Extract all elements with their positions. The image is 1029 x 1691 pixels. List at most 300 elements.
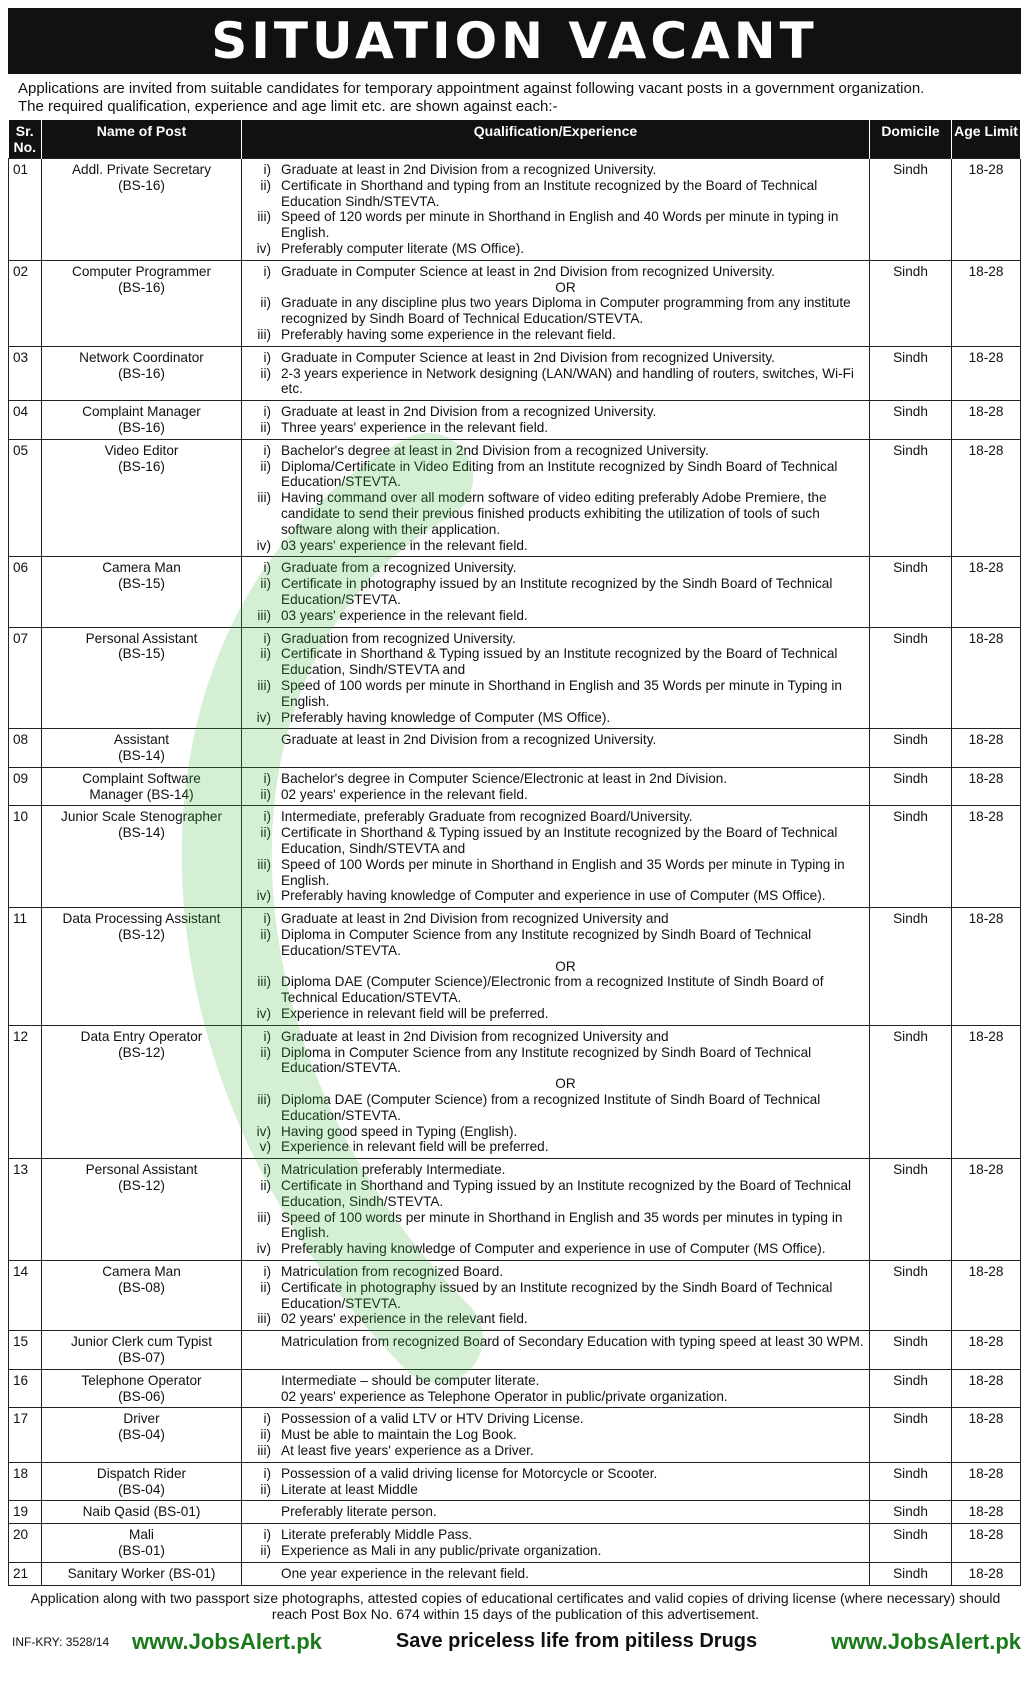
- serial-number: 18: [9, 1462, 42, 1501]
- post-name-line: (BS-16): [118, 458, 165, 474]
- item-text: 03 years' experience in the relevant field.: [281, 607, 528, 623]
- post-name-line: (BS-01): [118, 1542, 165, 1558]
- or-separator: OR: [555, 1076, 576, 1092]
- item-number: i): [263, 560, 271, 576]
- item-text: Preferably literate person.: [281, 1504, 437, 1520]
- serial-number: 16: [9, 1369, 42, 1408]
- serial-number: 15: [9, 1331, 42, 1370]
- item-number: i): [263, 1162, 271, 1178]
- item-number: ii): [260, 365, 271, 381]
- domicile: Sindh: [870, 806, 952, 908]
- item-number: i): [263, 630, 271, 646]
- qualification-item: [245, 459, 866, 491]
- age-limit: 18-28: [952, 767, 1021, 806]
- item-text: Matriculation from recognized Board.: [281, 1264, 504, 1279]
- age-limit: 18-28: [952, 908, 1021, 1026]
- age-limit: 18-28: [952, 1159, 1021, 1261]
- item-text: Diploma DAE (Computer Science) from a recognized Institute of Sindh Board of Technical Education/STEVTA.: [281, 1092, 821, 1123]
- post-name: [42, 439, 242, 557]
- item-text: Possession of a valid driving license for Motorcycle or Scooter.: [281, 1465, 658, 1481]
- item-text: Certificate in Shorthand and typing from an Institute recognized by the Board of Technical Education Sindh/STEVTA.: [281, 177, 818, 209]
- item-number: ii): [260, 825, 271, 841]
- post-name-line: Complaint Manager: [82, 404, 201, 420]
- item-number: i): [263, 162, 271, 177]
- qualification: [242, 1369, 870, 1408]
- qualification: [242, 1408, 870, 1462]
- table-row: [9, 1562, 1021, 1585]
- post-name: [42, 908, 242, 1026]
- serial-number: 14: [9, 1261, 42, 1331]
- post-name-line: (BS-15): [118, 646, 165, 662]
- qualification-item: [245, 576, 866, 608]
- table-row: [9, 1501, 1021, 1524]
- table-row: [9, 767, 1021, 806]
- post-name-line: Personal Assistant: [85, 630, 198, 646]
- item-number: ii): [260, 786, 271, 802]
- serial-number: 08: [9, 729, 42, 768]
- serial-number: 13: [9, 1159, 42, 1261]
- qualification-item: [245, 560, 866, 576]
- qualification-item: [245, 241, 866, 257]
- item-number: i): [263, 1264, 271, 1279]
- item-number: iv): [256, 1006, 271, 1022]
- qualification-item: [245, 209, 866, 241]
- item-number: i): [263, 809, 271, 825]
- item-text: Graduate at least in 2nd Division from a recognized University.: [281, 404, 657, 420]
- qualification-item: [245, 327, 866, 343]
- qualification: [242, 1261, 870, 1331]
- qualification: [242, 767, 870, 806]
- item-text: Graduate at least in 2nd Division from recognized University and: [281, 1028, 669, 1044]
- qualification: [242, 1501, 870, 1524]
- item-text: Literate preferably Middle Pass.: [281, 1527, 473, 1543]
- header-post: Name of Post: [42, 120, 242, 159]
- item-number: i): [263, 442, 271, 458]
- serial-number: 09: [9, 767, 42, 806]
- age-limit: 18-28: [952, 1501, 1021, 1524]
- qualification-item: [245, 1389, 866, 1405]
- post-name-line: Assistant: [113, 732, 170, 748]
- post-name: [42, 767, 242, 806]
- qualification-item: [245, 162, 866, 178]
- post-name: [42, 1462, 242, 1501]
- item-text: 03 years' experience in the relevant field.: [281, 537, 528, 553]
- post-name: [42, 557, 242, 627]
- qualification-item: [245, 1373, 866, 1389]
- qualification-item: [245, 732, 866, 748]
- table-row: [9, 1025, 1021, 1158]
- qualification-item: [245, 1543, 866, 1559]
- item-number: iv): [256, 888, 271, 904]
- age-limit: 18-28: [952, 1025, 1021, 1158]
- qualification-item: [245, 366, 866, 398]
- age-limit: 18-28: [952, 729, 1021, 768]
- post-name-line: (BS-16): [118, 177, 165, 193]
- item-text: Certificate in photography issued by an Institute recognized by the Sindh Board of Technical Education/STEVTA.: [281, 1279, 833, 1311]
- item-text: Possession of a valid LTV or HTV Driving License.: [281, 1411, 584, 1427]
- post-name-line: (BS-16): [118, 279, 165, 295]
- qualification: [242, 260, 870, 346]
- age-limit: 18-28: [952, 346, 1021, 400]
- serial-number: 01: [9, 159, 42, 261]
- item-text: Graduate in any discipline plus two years Diploma in Computer programming from any institute recognized by Sindh Board of Technical Education/STEVTA.: [281, 295, 851, 327]
- qualification: [242, 346, 870, 400]
- qualification-item: [245, 1124, 866, 1140]
- website-left[interactable]: www.JobsAlert.pk: [132, 1628, 322, 1654]
- post-name-line: Video Editor: [104, 442, 179, 458]
- qualification-item: [245, 350, 866, 366]
- domicile: Sindh: [870, 627, 952, 729]
- item-text: 2-3 years experience in Network designing (LAN/WAN) and handling of routers, switches, Wi-Fi etc.: [281, 365, 854, 397]
- item-number: i): [263, 404, 271, 420]
- qualification-item: [245, 646, 866, 678]
- qualification-item: [245, 1029, 866, 1045]
- table-row: [9, 557, 1021, 627]
- item-number: ii): [260, 458, 271, 474]
- item-text: Must be able to maintain the Log Book.: [281, 1427, 517, 1443]
- item-number: ii): [260, 1044, 271, 1060]
- item-number: [245, 732, 281, 748]
- post-name: [42, 159, 242, 261]
- footer-bar: [8, 1628, 1021, 1656]
- post-name-line: (BS-16): [118, 365, 165, 381]
- post-name-line: Manager (BS-14): [89, 786, 194, 802]
- qualification: [242, 1562, 870, 1585]
- qualification: [242, 1025, 870, 1158]
- serial-number: 20: [9, 1524, 42, 1563]
- post-name: [42, 1562, 242, 1585]
- item-text: Diploma/Certificate in Video Editing from an Institute recognized by Sindh Board of Technical Education/STEVTA.: [281, 458, 838, 490]
- domicile: Sindh: [870, 1462, 952, 1501]
- qualification-item: [245, 809, 866, 825]
- serial-number: 10: [9, 806, 42, 908]
- serial-number: 19: [9, 1501, 42, 1524]
- post-name-line: (BS-14): [118, 825, 165, 841]
- post-name-line: Addl. Private Secretary: [71, 162, 212, 177]
- item-text: Speed of 100 words per minute in Shorthand in English and 35 words per minutes in typing in English.: [281, 1209, 843, 1241]
- post-name-line: (BS-12): [118, 1178, 165, 1194]
- qualification-item: [245, 787, 866, 803]
- item-number: iii): [257, 326, 271, 342]
- item-text: Preferably having knowledge of Computer (MS Office).: [281, 709, 611, 725]
- item-text: Having command over all modern software of video editing preferably Adobe Premiere, the candidate to send their previous finished products exhibiting the utilization of tools of such software along with their application.: [281, 490, 827, 537]
- post-name: [42, 1025, 242, 1158]
- post-name: [42, 346, 242, 400]
- header-qualification: Qualification/Experience: [242, 120, 870, 159]
- item-text: Literate at least Middle: [281, 1481, 418, 1497]
- qualification-item: [245, 1411, 866, 1427]
- qualification-item: [245, 1264, 866, 1280]
- qualification: [242, 439, 870, 557]
- serial-number: 17: [9, 1408, 42, 1462]
- domicile: Sindh: [870, 1524, 952, 1563]
- item-text: Speed of 100 words per minute in Shorthand in English and 35 Words per minute in Typing in English.: [281, 677, 842, 709]
- item-text: One year experience in the relevant field.: [281, 1565, 529, 1581]
- post-name-line: (BS-04): [118, 1427, 165, 1443]
- qualification: [242, 557, 870, 627]
- qualification: [242, 908, 870, 1026]
- qualification-item: [245, 1504, 866, 1520]
- age-limit: 18-28: [952, 439, 1021, 557]
- item-text: Graduation from recognized University.: [281, 630, 516, 646]
- qualification-item: [245, 1210, 866, 1242]
- qualification-item: [245, 443, 866, 459]
- item-number: i): [263, 770, 271, 786]
- item-number: iv): [256, 709, 271, 725]
- domicile: Sindh: [870, 767, 952, 806]
- item-number: ii): [260, 177, 271, 193]
- domicile: Sindh: [870, 1501, 952, 1524]
- item-number: iii): [257, 1442, 271, 1458]
- table-row: [9, 1408, 1021, 1462]
- item-number: [245, 1373, 281, 1389]
- post-name-line: (BS-04): [118, 1481, 165, 1497]
- domicile: Sindh: [870, 1331, 952, 1370]
- post-name-line: (BS-15): [118, 576, 165, 592]
- item-number: i): [263, 349, 271, 365]
- age-limit: 18-28: [952, 159, 1021, 261]
- item-text: Diploma in Computer Science from any Institute recognized by Sindh Board of Technical Education/STEVTA.: [281, 927, 812, 958]
- item-text: At least five years' experience as a Driver.: [281, 1442, 534, 1458]
- post-name: [42, 806, 242, 908]
- age-limit: 18-28: [952, 557, 1021, 627]
- slogan: Save priceless life from pitiless Drugs: [395, 1630, 758, 1653]
- serial-number: 03: [9, 346, 42, 400]
- domicile: Sindh: [870, 439, 952, 557]
- post-name: [42, 260, 242, 346]
- domicile: Sindh: [870, 1408, 952, 1462]
- domicile: Sindh: [870, 401, 952, 440]
- table-row: [9, 439, 1021, 557]
- post-name: [42, 1159, 242, 1261]
- qualification-item: [245, 178, 866, 210]
- qualification: [242, 159, 870, 261]
- qualification-item: [245, 1566, 866, 1582]
- website-right[interactable]: www.JobsAlert.pk: [831, 1628, 1021, 1654]
- table-row: [9, 260, 1021, 346]
- post-name: [42, 1408, 242, 1462]
- qualification-item: [245, 1527, 866, 1543]
- table-row: [9, 1462, 1021, 1501]
- qualification-item: [245, 538, 866, 554]
- item-number: iv): [256, 1123, 271, 1139]
- domicile: Sindh: [870, 557, 952, 627]
- item-text: Graduate at least in 2nd Division from a recognized University.: [281, 732, 657, 748]
- item-text: Certificate in photography issued by an Institute recognized by the Sindh Board of Technical Education/STEVTA.: [281, 576, 833, 607]
- serial-number: 02: [9, 260, 42, 346]
- item-text: Diploma in Computer Science from any Institute recognized by Sindh Board of Technical Education/STEVTA.: [281, 1044, 812, 1076]
- post-name-line: Junior Clerk cum Typist: [70, 1334, 212, 1350]
- post-name-line: Sanitary Worker (BS-01): [67, 1565, 216, 1581]
- item-number: i): [263, 1028, 271, 1044]
- item-number: iii): [257, 1209, 271, 1225]
- item-number: iii): [257, 1311, 271, 1327]
- item-text: Graduate at least in 2nd Division from recognized University and: [281, 911, 669, 927]
- reference-number: INF-KRY: 3528/14: [12, 1634, 110, 1649]
- qualification-item: [245, 1162, 866, 1178]
- post-name-line: Mali: [129, 1527, 154, 1543]
- item-text: Graduate in Computer Science at least in 2nd Division from recognized University.: [281, 263, 775, 279]
- item-text: 02 years' experience in the relevant field.: [281, 1311, 528, 1327]
- qualification-item: [245, 974, 866, 1006]
- item-number: ii): [260, 927, 271, 943]
- post-name: [42, 729, 242, 768]
- domicile: Sindh: [870, 1562, 952, 1585]
- item-number: i): [263, 1411, 271, 1427]
- qualification: [242, 729, 870, 768]
- table-row: [9, 1159, 1021, 1261]
- qualification-item: [245, 1443, 866, 1459]
- qualification-item: [245, 1092, 866, 1124]
- domicile: Sindh: [870, 729, 952, 768]
- table-row: [9, 908, 1021, 1026]
- footer-note: Application along with two passport size photographs, attested copies of educational certificates and valid copies of driving license (where necessary) should reach Post Box No. 674 within 15 days of the publication of this advertisement.: [30, 1589, 1001, 1622]
- qualification: [242, 1331, 870, 1370]
- qualification: [242, 806, 870, 908]
- age-limit: 18-28: [952, 1331, 1021, 1370]
- serial-number: 21: [9, 1562, 42, 1585]
- item-text: Preferably having some experience in the relevant field.: [281, 326, 616, 342]
- item-number: ii): [260, 576, 271, 592]
- ad-title: SITUATION VACANT: [211, 12, 818, 70]
- item-text: Experience in relevant field will be preferred.: [281, 1139, 549, 1155]
- qualification-item: [245, 1280, 866, 1312]
- domicile: Sindh: [870, 1369, 952, 1408]
- qualification-item: [245, 1311, 866, 1327]
- item-text: Graduate at least in 2nd Division from a recognized University.: [281, 162, 657, 177]
- item-number: iii): [257, 677, 271, 693]
- age-limit: 18-28: [952, 1524, 1021, 1563]
- post-name: [42, 1369, 242, 1408]
- serial-number: 07: [9, 627, 42, 729]
- domicile: Sindh: [870, 908, 952, 1026]
- post-name-line: Camera Man: [102, 1264, 181, 1279]
- qualification-item: [245, 927, 866, 959]
- item-number: i): [263, 911, 271, 927]
- item-text: Three years' experience in the relevant field.: [281, 419, 549, 435]
- item-text: Matriculation preferably Intermediate.: [281, 1162, 506, 1178]
- item-text: Experience in relevant field will be preferred.: [281, 1006, 549, 1022]
- post-name-line: Personal Assistant: [85, 1162, 198, 1178]
- item-text: Bachelor's degree at least in 2nd Division from a recognized University.: [281, 442, 709, 458]
- qualification-item: [245, 911, 866, 927]
- intro-line: The required qualification, experience and age limit etc. are shown against each:-: [18, 98, 558, 115]
- qualification-item: [245, 420, 866, 436]
- serial-number: 06: [9, 557, 42, 627]
- post-name-line: (BS-08): [118, 1279, 165, 1295]
- qualification: [242, 1524, 870, 1563]
- item-number: ii): [260, 1481, 271, 1497]
- qualification-item: [245, 888, 866, 904]
- domicile: Sindh: [870, 260, 952, 346]
- item-number: iv): [256, 537, 271, 553]
- serial-number: 05: [9, 439, 42, 557]
- item-text: Certificate in Shorthand and Typing issued by an Institute recognized by the Board of Technical Education, Sindh/STEVTA.: [281, 1178, 852, 1209]
- post-name-line: Camera Man: [102, 560, 181, 576]
- item-number: ii): [260, 646, 271, 662]
- table-row: [9, 627, 1021, 729]
- item-number: ii): [260, 1427, 271, 1443]
- item-number: iii): [257, 490, 271, 506]
- table-row: [9, 346, 1021, 400]
- item-text: Speed of 100 Words per minute in Shorthand in English and 35 Words per minute in Typing in English.: [281, 856, 845, 888]
- post-name-line: (BS-16): [118, 419, 165, 435]
- item-number: iii): [257, 607, 271, 623]
- age-limit: 18-28: [952, 1261, 1021, 1331]
- vacancy-table: [8, 120, 1021, 1586]
- domicile: Sindh: [870, 1025, 952, 1158]
- table-row: [9, 1261, 1021, 1331]
- post-name: [42, 1501, 242, 1524]
- table-row: [9, 806, 1021, 908]
- post-name-line: Data Entry Operator: [80, 1028, 203, 1044]
- qualification-item: [245, 1466, 866, 1482]
- item-number: i): [263, 263, 271, 279]
- serial-number: 04: [9, 401, 42, 440]
- qualification-item: [245, 1427, 866, 1443]
- item-number: v): [259, 1139, 271, 1155]
- item-number: ii): [260, 419, 271, 435]
- intro-line: Applications are invited from suitable candidates for temporary appointment against following vacant posts in a government organization.: [18, 80, 925, 97]
- qualification: [242, 401, 870, 440]
- qualification-item: [245, 1241, 866, 1257]
- item-text: Preferably computer literate (MS Office).: [281, 240, 525, 256]
- item-text: Experience as Mali in any public/private organization.: [281, 1542, 602, 1558]
- table-row: [9, 1524, 1021, 1563]
- item-number: iv): [256, 240, 271, 256]
- age-limit: 18-28: [952, 806, 1021, 908]
- age-limit: 18-28: [952, 401, 1021, 440]
- table-row: [9, 401, 1021, 440]
- qualification-item: [245, 1045, 866, 1077]
- item-number: [245, 1389, 281, 1405]
- age-limit: 18-28: [952, 1462, 1021, 1501]
- post-name-line: (BS-12): [118, 1044, 165, 1060]
- item-number: iii): [257, 856, 271, 872]
- post-name: [42, 401, 242, 440]
- post-name-line: (BS-06): [118, 1388, 165, 1404]
- qualification-item: [245, 295, 866, 327]
- item-text: 02 years' experience in the relevant field.: [281, 786, 528, 802]
- post-name-line: Driver: [123, 1411, 160, 1427]
- serial-number: 12: [9, 1025, 42, 1158]
- qualification-item: [245, 678, 866, 710]
- header-sr: Sr. No.: [9, 120, 42, 159]
- post-name-line: Naib Qasid (BS-01): [82, 1504, 201, 1520]
- item-text: Preferably having knowledge of Computer and experience in use of Computer (MS Office).: [281, 1241, 826, 1257]
- item-number: ii): [260, 295, 271, 311]
- qualification-item: [245, 1482, 866, 1498]
- serial-number: 11: [9, 908, 42, 1026]
- qualification-item: [245, 825, 866, 857]
- table-row: [9, 1331, 1021, 1370]
- post-name: [42, 1524, 242, 1563]
- header-age: Age Limit: [952, 120, 1021, 159]
- item-text: Intermediate – should be computer literate.: [281, 1372, 540, 1388]
- item-number: [245, 1566, 281, 1582]
- table-row: [9, 159, 1021, 261]
- item-number: ii): [260, 1279, 271, 1295]
- item-text: Bachelor's degree in Computer Science/Electronic at least in 2nd Division.: [281, 770, 728, 786]
- item-number: iii): [257, 1092, 271, 1108]
- post-name: [42, 627, 242, 729]
- age-limit: 18-28: [952, 1408, 1021, 1462]
- item-number: i): [263, 1465, 271, 1481]
- age-limit: 18-28: [952, 1369, 1021, 1408]
- domicile: Sindh: [870, 159, 952, 261]
- qualification-item: [245, 857, 866, 889]
- item-number: iii): [257, 209, 271, 225]
